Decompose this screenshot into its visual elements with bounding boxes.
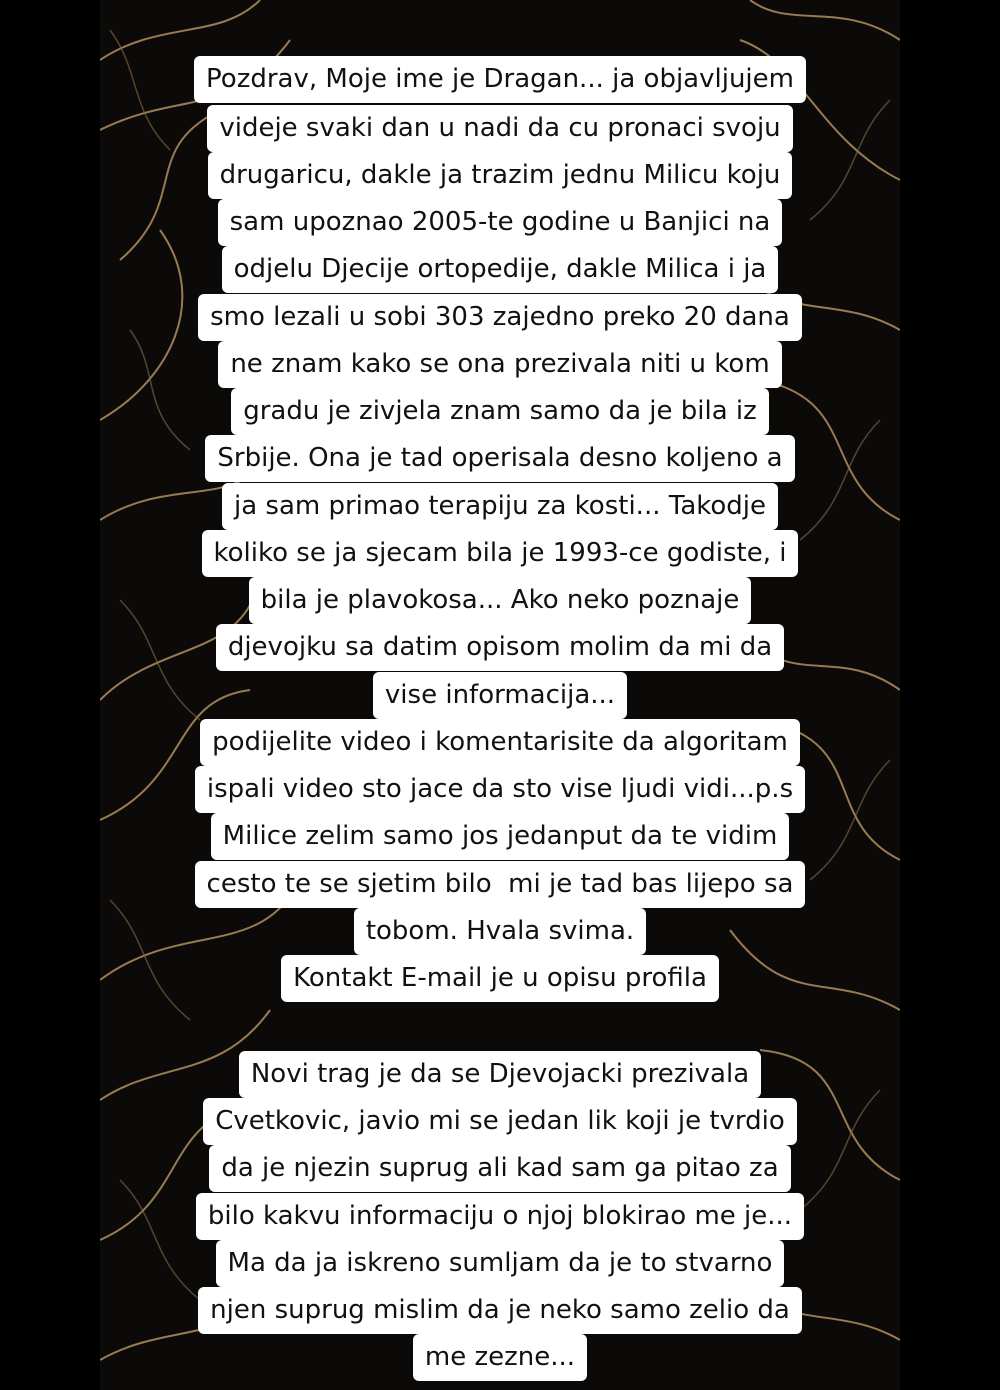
caption-line — [0, 861, 1000, 908]
caption-line — [0, 530, 1000, 577]
caption-line — [0, 246, 1000, 293]
caption-line — [0, 294, 1000, 341]
caption-line — [0, 766, 1000, 813]
caption-text: njen suprug mislim da je neko samo zelio da — [198, 1287, 802, 1334]
caption-line — [0, 1334, 1000, 1381]
caption-text: smo lezali u sobi 303 zajedno preko 20 dana — [198, 294, 802, 341]
caption-text: odjelu Djecije ortopedije, dakle Milica i ja — [222, 246, 779, 293]
caption-line — [0, 199, 1000, 246]
caption-text: cesto te se sjetim bilo mi je tad bas lijepo sa — [195, 861, 806, 908]
caption-line — [0, 1240, 1000, 1287]
caption-text: Cvetkovic, javio mi se jedan lik koji je tvrdio — [203, 1098, 797, 1145]
caption-line — [0, 1287, 1000, 1334]
caption-text: da je njezin suprug ali kad sam ga pitao za — [209, 1145, 790, 1192]
caption-line — [0, 672, 1000, 719]
caption-line — [0, 105, 1000, 152]
caption-line — [0, 152, 1000, 199]
caption-text: ja sam primao terapiju za kosti... Takodje — [222, 483, 778, 530]
caption-text: koliko se ja sjecam bila je 1993-ce godiste, i — [202, 530, 799, 577]
caption-text: bilo kakvu informaciju o njoj blokirao me je... — [196, 1193, 804, 1240]
caption-line — [0, 955, 1000, 1002]
caption-line — [0, 1145, 1000, 1192]
caption-text: Novi trag je da se Djevojacki prezivala — [239, 1051, 761, 1098]
caption-line — [0, 1051, 1000, 1098]
caption-text: videje svaki dan u nadi da cu pronaci svoju — [207, 105, 792, 152]
caption-text: Milice zelim samo jos jedanput da te vidim — [211, 813, 790, 860]
caption-line — [0, 719, 1000, 766]
caption-line — [0, 483, 1000, 530]
caption-text: gradu je zivjela znam samo da je bila iz — [231, 388, 769, 435]
caption-line — [0, 341, 1000, 388]
caption-text: me zezne... — [413, 1334, 587, 1381]
caption-line — [0, 908, 1000, 955]
caption-line — [0, 388, 1000, 435]
caption-line — [0, 813, 1000, 860]
caption-text: Kontakt E-mail je u opisu profila — [281, 955, 719, 1002]
caption-text: drugaricu, dakle ja trazim jednu Milicu koju — [208, 152, 793, 199]
caption-text: vise informacija... — [373, 672, 627, 719]
caption-text: sam upoznao 2005-te godine u Banjici na — [218, 199, 783, 246]
caption-text: djevojku sa datim opisom molim da mi da — [216, 624, 784, 671]
caption-line — [0, 56, 1000, 103]
caption-text: Ma da ja iskreno sumljam da je to stvarno — [216, 1240, 785, 1287]
caption-line — [0, 435, 1000, 482]
caption-text: Pozdrav, Moje ime je Dragan... ja objavljujem — [194, 56, 806, 103]
caption-text: bila je plavokosa... Ako neko poznaje — [249, 577, 752, 624]
caption-line — [0, 1193, 1000, 1240]
caption-line — [0, 1098, 1000, 1145]
caption-text: ispali video sto jace da sto vise ljudi vidi...p.s — [195, 766, 805, 813]
caption-line — [0, 624, 1000, 671]
caption-text: podijelite video i komentarisite da algoritam — [200, 719, 800, 766]
caption-line — [0, 577, 1000, 624]
caption-text: ne znam kako se ona prezivala niti u kom — [218, 341, 781, 388]
caption-text: tobom. Hvala svima. — [354, 908, 646, 955]
caption-text: Srbije. Ona je tad operisala desno koljeno a — [205, 435, 794, 482]
